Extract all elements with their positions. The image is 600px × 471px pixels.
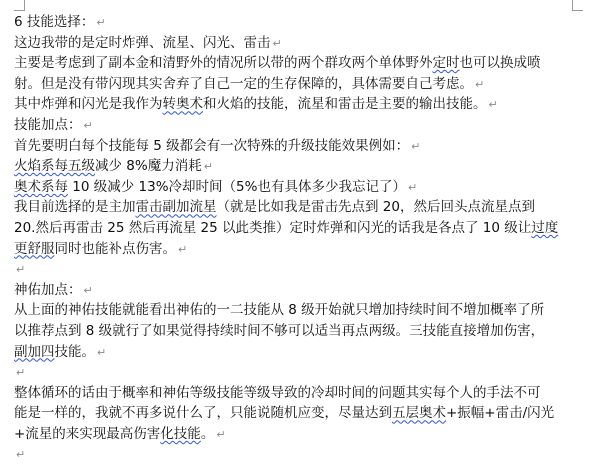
spellcheck-flagged-text: 转奥术	[162, 96, 203, 113]
text-segment: 射。但是没有带闪现其实舍弃了自己一定的生存保障的，具体需要自己考虑。	[14, 75, 473, 92]
text-segment: +流星的来实现最高伤害	[14, 425, 161, 442]
text-line	[14, 53, 592, 74]
paragraph-mark-icon: ↵	[96, 16, 106, 29]
text-line	[14, 197, 592, 218]
text-segment: 6 技能选择：	[14, 14, 95, 30]
spellcheck-flagged-text: 更舒服	[14, 240, 55, 257]
text-line	[14, 444, 592, 465]
spellcheck-flagged-text: 奥术系每	[14, 178, 68, 195]
text-segment: 以推荐点到 8 级就行了如果觉得持续时间不够可以适当再点两级。三技能直接增加伤害，	[14, 322, 545, 339]
spellcheck-flagged-text: 五层奥术	[392, 405, 446, 422]
text-segment: 从上面的神佑技能就能看出神佑的一二技能从 8 级开始就只增加持续时间不增加概率了所	[14, 302, 545, 319]
text-segment: 这边我带的是定时炸弹、流星、闪光、雷击	[14, 34, 271, 51]
text-line	[14, 403, 592, 424]
paragraph-mark-icon: ↵	[488, 98, 498, 112]
paragraph-mark-icon: ↵	[178, 242, 188, 256]
spellcheck-flagged-text: 火焰系每五级	[14, 158, 95, 175]
text-segment: 技能加点：	[14, 116, 82, 133]
paragraph-mark-icon: ↵	[83, 283, 93, 297]
text-segment: 能是一样的，我就不再多说什么了，只能说随机应变，尽量达到	[14, 405, 392, 422]
text-line	[14, 12, 592, 33]
paragraph-mark-icon: ↵	[16, 448, 26, 462]
text-segment: 神佑加点：	[14, 281, 82, 298]
text-line	[14, 33, 592, 54]
text-line	[14, 239, 592, 260]
text-line	[14, 156, 592, 177]
text-line	[14, 115, 592, 136]
text-line	[14, 321, 592, 342]
text-segment: 我目前选择的是主加	[14, 199, 136, 216]
text-segment: 整体循环的话由于概率和神佑等级技能等级导致的冷却时间的问题其实每个人的手法不可	[14, 384, 541, 401]
document-body[interactable]	[14, 12, 592, 465]
text-line	[14, 74, 592, 95]
spellcheck-flagged-text: 定时	[432, 55, 460, 72]
text-segment: 同时也能补点伤害。	[54, 240, 176, 257]
paragraph-mark-icon: ↵	[203, 160, 213, 174]
paragraph-mark-icon: ↵	[475, 77, 485, 91]
text-line	[14, 424, 592, 445]
paragraph-mark-icon: ↵	[272, 36, 282, 50]
text-segment: 首先要明白每个技能每 5 级都会有一次特殊的升级技能效果例如：	[14, 137, 410, 154]
text-line	[14, 136, 592, 157]
text-line	[14, 362, 592, 383]
spellcheck-flagged-text: 雷击副加流星	[135, 199, 217, 216]
paragraph-mark-icon: ↵	[97, 345, 107, 359]
text-segment: 。	[200, 425, 215, 442]
text-line	[14, 300, 592, 321]
page-corner-mark-left	[14, 0, 25, 11]
text-segment: 主要是考虑到了副本金和清野外的情况所以带的两个群攻两个单体野外	[14, 55, 433, 72]
text-segment: 也可以换成喷	[459, 55, 541, 72]
paragraph-mark-icon: ↵	[16, 366, 26, 380]
text-segment: （就是比如我是雷击先点到 20，然后回头点流星点到	[216, 199, 535, 216]
spellcheck-flagged-text: 化技能	[160, 425, 201, 442]
page-corner-mark-right	[572, 0, 583, 11]
text-line	[14, 218, 592, 239]
text-segment: 其中炸弹和闪光是我作为	[14, 96, 163, 113]
paragraph-mark-icon: ↵	[216, 427, 226, 441]
text-line	[14, 342, 592, 363]
paragraph-mark-icon: ↵	[83, 118, 93, 132]
text-segment: 减少 8%魔力消耗	[95, 158, 202, 175]
spellcheck-flagged-text: 副加四	[14, 343, 55, 360]
spellcheck-flagged-text: 过度	[531, 219, 559, 236]
text-line	[14, 383, 592, 404]
paragraph-mark-icon: ↵	[411, 139, 421, 153]
text-segment: +振幅+雷击/闪光	[446, 405, 555, 422]
text-line	[14, 280, 592, 301]
paragraph-mark-icon: ↵	[16, 263, 26, 277]
text-line	[14, 94, 592, 115]
text-segment: 和火焰的技能，流星和雷击是主要的输出技能。	[203, 96, 487, 113]
text-segment: 技能。	[54, 343, 95, 360]
text-segment: 10 级减少 13%冷却时间（5%也有具体多少我忘记了）	[68, 178, 406, 195]
text-line	[14, 259, 592, 280]
paragraph-mark-icon: ↵	[407, 180, 418, 194]
text-segment: 20.然后再雷击 25 然后再流星 25 以此类推）定时炸弹和闪光的话我是各点了 10 级让	[14, 219, 532, 236]
text-line	[14, 177, 592, 198]
